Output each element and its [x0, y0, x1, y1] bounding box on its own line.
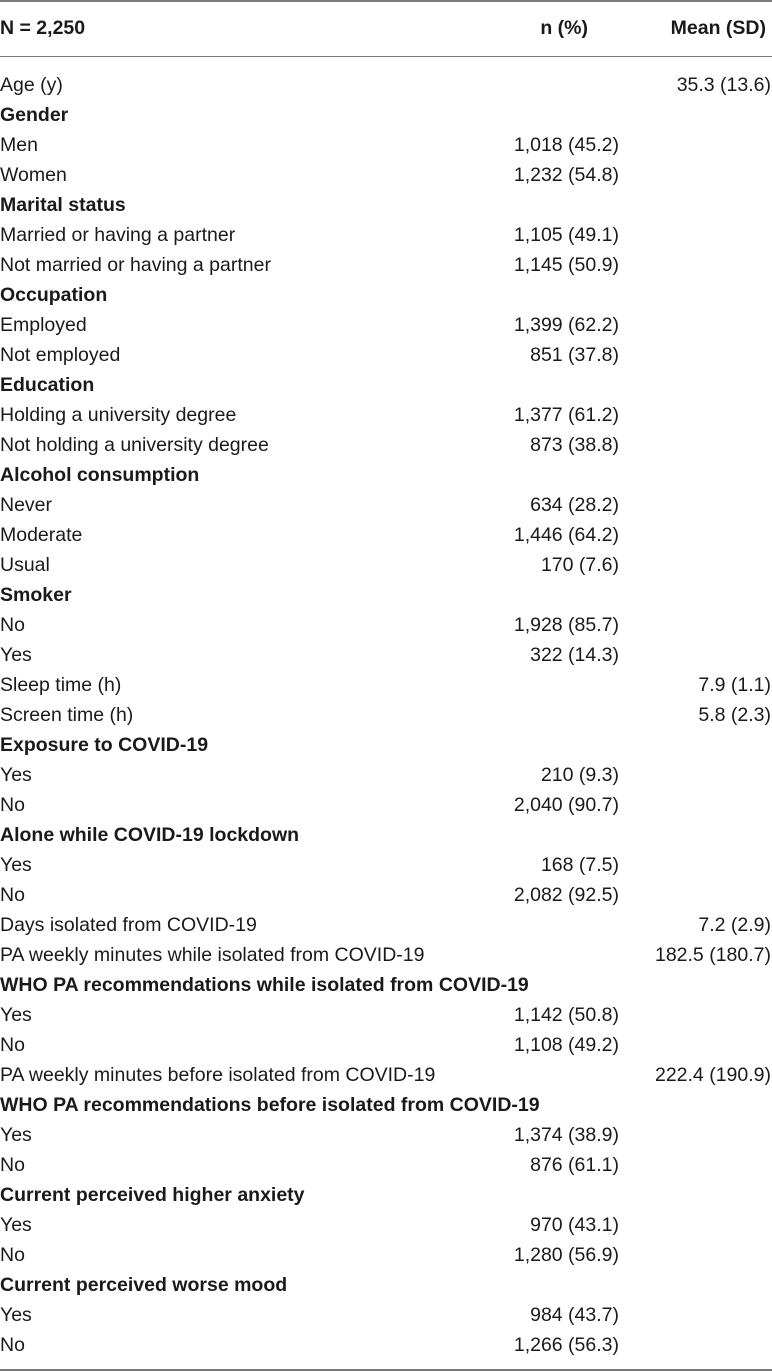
row-label: Yes	[0, 1004, 32, 1026]
count-percent-cell: 170 (7.6)	[540, 554, 619, 576]
count-percent-cell: 970 (43.1)	[530, 1214, 619, 1236]
row-label: Yes	[0, 1124, 32, 1146]
table-row	[0, 1150, 772, 1180]
mean-sd-cell: 7.9 (1.1)	[698, 674, 771, 696]
row-label: No	[0, 794, 25, 816]
section-header-row	[0, 1180, 772, 1210]
count-percent-cell: 1,374 (38.9)	[513, 1124, 619, 1146]
section-header-row	[0, 460, 772, 490]
row-label: No	[0, 1334, 25, 1356]
table-row	[0, 250, 772, 280]
count-percent-cell: 1,928 (85.7)	[513, 614, 619, 636]
table-row	[0, 1300, 772, 1330]
row-label: Screen time (h)	[0, 704, 134, 726]
table-row	[0, 1030, 772, 1060]
count-percent-cell: 1,446 (64.2)	[513, 524, 619, 546]
table-header	[0, 0, 772, 57]
row-label: PA weekly minutes before isolated from COVID-19	[0, 1064, 436, 1086]
row-label: Days isolated from COVID-19	[0, 914, 257, 936]
row-label: Women	[0, 164, 67, 186]
row-label: Age (y)	[0, 74, 63, 96]
section-label: Education	[0, 374, 95, 396]
row-label: Yes	[0, 1214, 32, 1236]
row-label: Not holding a university degree	[0, 434, 269, 456]
table-row	[0, 670, 772, 700]
section-header-row	[0, 190, 772, 220]
row-label: Never	[0, 494, 53, 516]
section-header-row	[0, 730, 772, 760]
table-row	[0, 160, 772, 190]
table-row	[0, 760, 772, 790]
count-percent-cell: 322 (14.3)	[530, 644, 619, 666]
section-header-row	[0, 1090, 772, 1120]
header-rule	[0, 56, 772, 57]
table-row	[0, 1120, 772, 1150]
count-percent-cell: 2,040 (90.7)	[513, 794, 619, 816]
table-row	[0, 910, 772, 940]
row-label: Yes	[0, 854, 32, 876]
section-label: Alcohol consumption	[0, 464, 200, 486]
mean-sd-cell: 7.2 (2.9)	[698, 914, 771, 936]
row-label: Moderate	[0, 524, 83, 546]
table-row	[0, 1000, 772, 1030]
section-label: Smoker	[0, 584, 72, 606]
section-label: Occupation	[0, 284, 108, 306]
table-row	[0, 1060, 772, 1090]
section-header-row	[0, 100, 772, 130]
count-percent-cell: 1,232 (54.8)	[513, 164, 619, 186]
row-label: Men	[0, 134, 38, 156]
table-body	[0, 70, 772, 1360]
table-row	[0, 520, 772, 550]
row-label: PA weekly minutes while isolated from COVID-19	[0, 944, 425, 966]
count-percent-cell: 984 (43.7)	[530, 1304, 619, 1326]
section-header-row	[0, 820, 772, 850]
table-row	[0, 1210, 772, 1240]
count-percent-cell: 1,018 (45.2)	[513, 134, 619, 156]
section-label: Marital status	[0, 194, 126, 216]
row-label: Holding a university degree	[0, 404, 237, 426]
count-percent-cell: 210 (9.3)	[540, 764, 619, 786]
table-row	[0, 850, 772, 880]
header-sample-size: N = 2,250	[0, 17, 86, 39]
table-row	[0, 1330, 772, 1360]
row-label: Not married or having a partner	[0, 254, 271, 276]
count-percent-cell: 1,142 (50.8)	[513, 1004, 619, 1026]
section-header-row	[0, 1270, 772, 1300]
header-mean-sd: Mean (SD)	[670, 17, 766, 39]
count-percent-cell: 1,145 (50.9)	[513, 254, 619, 276]
section-label: Alone while COVID-19 lockdown	[0, 824, 300, 846]
section-label: Exposure to COVID-19	[0, 734, 209, 756]
table-row	[0, 790, 772, 820]
section-header-row	[0, 280, 772, 310]
mean-sd-cell: 182.5 (180.7)	[654, 944, 771, 966]
table-row	[0, 640, 772, 670]
count-percent-cell: 851 (37.8)	[530, 344, 619, 366]
mean-sd-cell: 35.3 (13.6)	[676, 74, 771, 96]
table-row	[0, 940, 772, 970]
section-label: WHO PA recommendations before isolated from COVID-19	[0, 1094, 540, 1116]
table-row	[0, 610, 772, 640]
bottom-rule	[0, 1369, 772, 1371]
table-row	[0, 70, 772, 100]
table-row	[0, 340, 772, 370]
header-count-percent: n (%)	[540, 17, 588, 39]
table-row	[0, 1240, 772, 1270]
mean-sd-cell: 222.4 (190.9)	[654, 1064, 771, 1086]
row-label: Yes	[0, 1304, 32, 1326]
row-label: Not employed	[0, 344, 121, 366]
table-row	[0, 220, 772, 250]
row-label: No	[0, 1154, 25, 1176]
section-label: Current perceived higher anxiety	[0, 1184, 305, 1206]
row-label: Yes	[0, 644, 32, 666]
table-row	[0, 400, 772, 430]
row-label: No	[0, 1244, 25, 1266]
row-label: No	[0, 884, 25, 906]
count-percent-cell: 1,399 (62.2)	[513, 314, 619, 336]
count-percent-cell: 876 (61.1)	[530, 1154, 619, 1176]
row-label: No	[0, 614, 25, 636]
count-percent-cell: 873 (38.8)	[530, 434, 619, 456]
section-label: Gender	[0, 104, 69, 126]
section-header-row	[0, 580, 772, 610]
section-label: WHO PA recommendations while isolated from COVID-19	[0, 974, 529, 996]
count-percent-cell: 1,108 (49.2)	[513, 1034, 619, 1056]
section-header-row	[0, 970, 772, 1000]
row-label: Sleep time (h)	[0, 674, 122, 696]
row-label: Married or having a partner	[0, 224, 236, 246]
table-row	[0, 490, 772, 520]
row-label: Employed	[0, 314, 87, 336]
count-percent-cell: 168 (7.5)	[540, 854, 619, 876]
section-label: Current perceived worse mood	[0, 1274, 288, 1296]
row-label: Usual	[0, 554, 50, 576]
table-row	[0, 130, 772, 160]
section-header-row	[0, 370, 772, 400]
count-percent-cell: 1,266 (56.3)	[513, 1334, 619, 1356]
count-percent-cell: 1,377 (61.2)	[513, 404, 619, 426]
table-row	[0, 550, 772, 580]
table-row	[0, 430, 772, 460]
count-percent-cell: 1,105 (49.1)	[513, 224, 619, 246]
row-label: No	[0, 1034, 25, 1056]
table-row	[0, 310, 772, 340]
mean-sd-cell: 5.8 (2.3)	[698, 704, 771, 726]
row-label: Yes	[0, 764, 32, 786]
count-percent-cell: 1,280 (56.9)	[513, 1244, 619, 1266]
count-percent-cell: 634 (28.2)	[530, 494, 619, 516]
table-row	[0, 880, 772, 910]
count-percent-cell: 2,082 (92.5)	[513, 884, 619, 906]
table-row	[0, 700, 772, 730]
